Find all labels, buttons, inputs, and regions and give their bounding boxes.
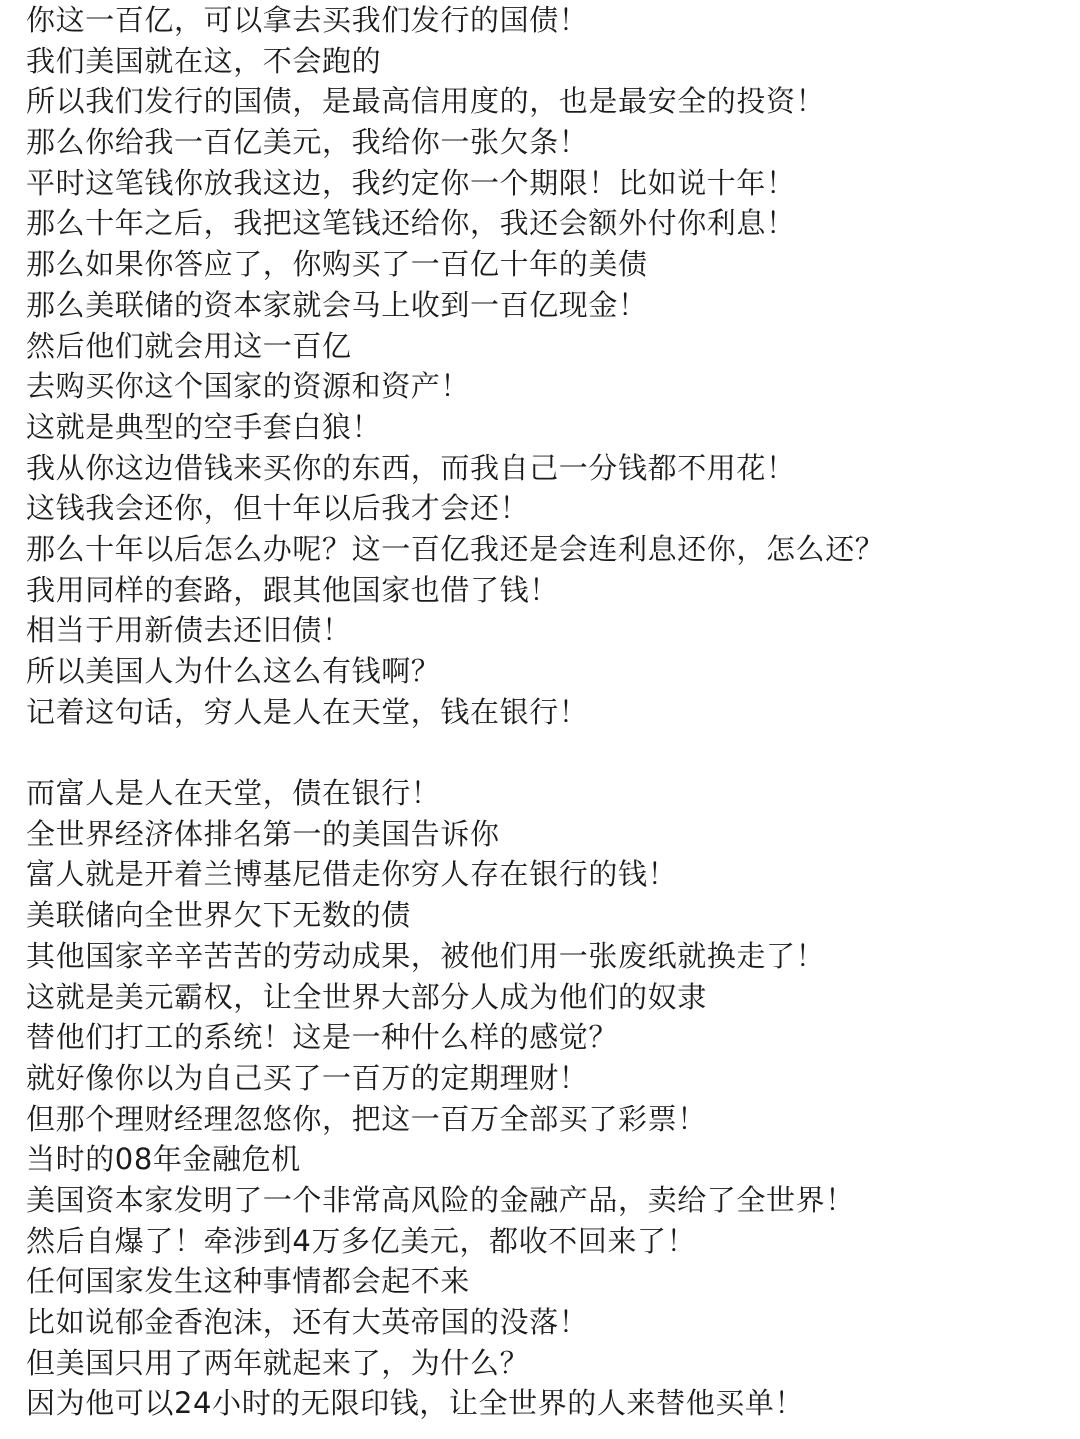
text-line: 全世界经济体排名第一的美国告诉你 (26, 816, 500, 851)
text-line: 那么如果你答应了，你购买了一百亿十年的美债 (26, 247, 648, 282)
text-line: 任何国家发生这种事情都会起不来 (26, 1264, 471, 1299)
text-line: 我从你这边借钱来买你的东西，而我自己一分钱都不用花！ (26, 450, 796, 485)
text-line: 所以我们发行的国债，是最高信用度的，也是最安全的投资！ (26, 84, 826, 119)
paragraph-2 (26, 773, 1066, 1424)
text-line: 这钱我会还你，但十年以后我才会还！ (26, 491, 530, 526)
text-line: 那么十年之后，我把这笔钱还给你，我还会额外付你利息！ (26, 206, 796, 241)
text-line: 那么你给我一百亿美元，我给你一张欠条！ (26, 125, 589, 160)
text-line: 替他们打工的系统！这是一种什么样的感觉？ (26, 1020, 619, 1055)
text-line: 所以美国人为什么这么有钱啊？ (26, 654, 441, 688)
text-line: 记着这句话，穷人是人在天堂，钱在银行！ (26, 694, 589, 729)
text-line: 我用同样的套路，跟其他国家也借了钱！ (26, 572, 559, 607)
blank-line (26, 732, 1066, 773)
text-line: 富人就是开着兰博基尼借走你穷人存在银行的钱！ (26, 857, 678, 892)
text-line: 去购买你这个国家的资源和资产！ (26, 369, 471, 404)
text-line: 而富人是人在天堂，债在银行！ (26, 776, 441, 811)
text-line: 那么美联储的资本家就会马上收到一百亿现金！ (26, 287, 648, 322)
text-line: 但美国只用了两年就起来了，为什么？ (26, 1345, 530, 1380)
text-line: 其他国家辛辛苦苦的劳动成果，被他们用一张废纸就换走了！ (26, 938, 826, 973)
text-line: 这就是美元霸权，让全世界大部分人成为他们的奴隶 (26, 979, 707, 1014)
text-line: 然后他们就会用这一百亿 (26, 328, 352, 363)
paragraph-1 (26, 0, 1066, 732)
text-line: 但那个理财经理忽悠你，把这一百万全部买了彩票！ (26, 1101, 707, 1136)
text-line: 当时的08年金融危机 (26, 1142, 301, 1177)
text-line: 美联储向全世界欠下无数的债 (26, 898, 411, 933)
text-line: 相当于用新债去还旧债！ (26, 613, 352, 648)
text-line: 我们美国就在这，不会跑的 (26, 43, 382, 78)
document-body (26, 0, 1066, 1424)
text-line: 因为他可以24小时的无限印钱，让全世界的人来替他买单！ (26, 1386, 805, 1421)
text-line: 比如说郁金香泡沫，还有大英帝国的没落！ (26, 1305, 589, 1339)
text-line: 平时这笔钱你放我这边，我约定你一个期限！比如说十年！ (26, 165, 796, 200)
text-line: 然后自爆了！牵涉到4万多亿美元，都收不回来了！ (26, 1223, 697, 1258)
text-line: 就好像你以为自己买了一百万的定期理财！ (26, 1060, 589, 1095)
text-line: 那么十年以后怎么办呢？这一百亿我还是会连利息还你，怎么还？ (26, 531, 885, 566)
text-line: 这就是典型的空手套白狼！ (26, 409, 382, 444)
text-line: 美国资本家发明了一个非常高风险的金融产品，卖给了全世界！ (26, 1182, 855, 1217)
text-line: 你这一百亿，可以拿去买我们发行的国债！ (26, 3, 589, 37)
